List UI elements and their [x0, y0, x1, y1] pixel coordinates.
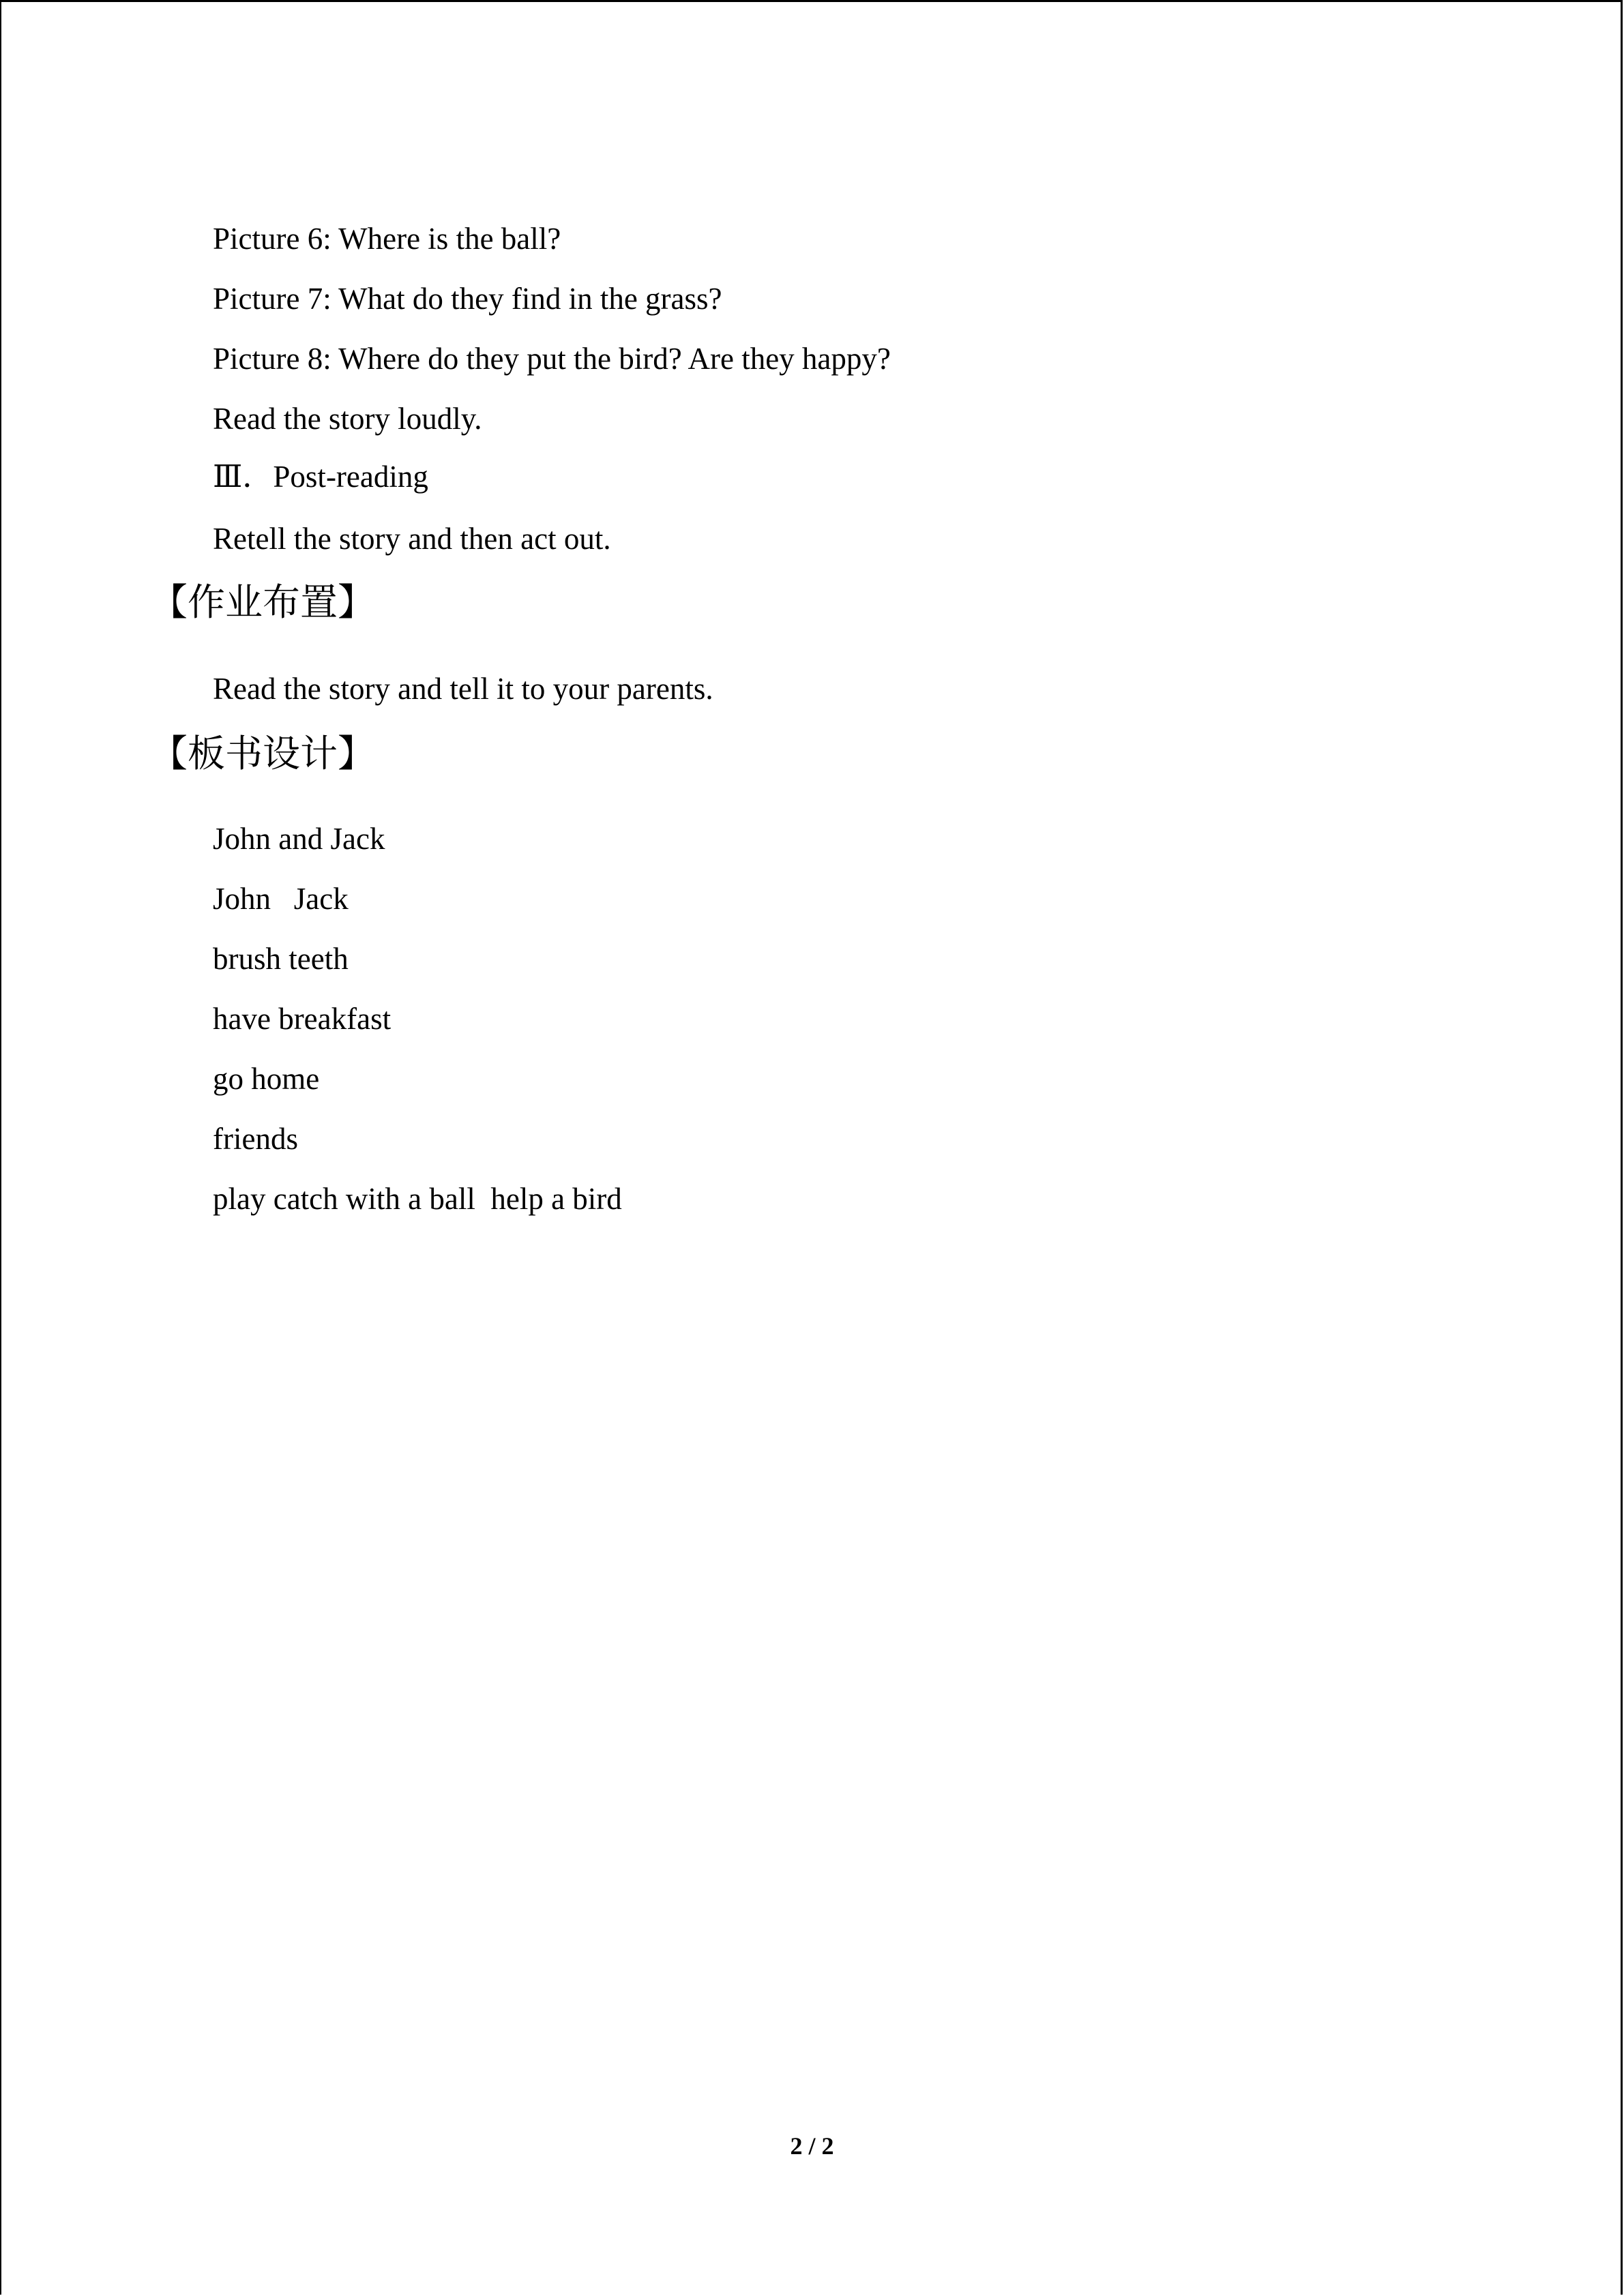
question-picture-7: Picture 7: What do they find in the grass? [213, 282, 722, 316]
board-line-have-breakfast: have breakfast [213, 1002, 392, 1036]
read-aloud-instruction: Read the story loudly. [213, 402, 482, 436]
question-picture-8: Picture 8: Where do they put the bird? Are they happy? [213, 342, 891, 376]
page-number: 2 / 2 [790, 2132, 834, 2160]
board-line-brush-teeth: brush teeth [213, 942, 349, 976]
homework-text: Read the story and tell it to your parents. [213, 672, 713, 706]
board-design-heading: 【板书设计】 [150, 732, 376, 775]
board-line-play-catch: play catch with a ball help a bird [213, 1182, 622, 1216]
board-line-friends: friends [213, 1122, 298, 1156]
retell-instruction: Retell the story and then act out. [213, 522, 611, 556]
board-line-names: John Jack [213, 882, 349, 916]
post-reading-section-title: Ⅲ．Post-reading [213, 460, 428, 494]
question-picture-6: Picture 6: Where is the ball? [213, 222, 561, 256]
board-line-go-home: go home [213, 1062, 320, 1096]
homework-heading: 【作业布置】 [150, 580, 376, 624]
board-line-title: John and Jack [213, 822, 385, 856]
